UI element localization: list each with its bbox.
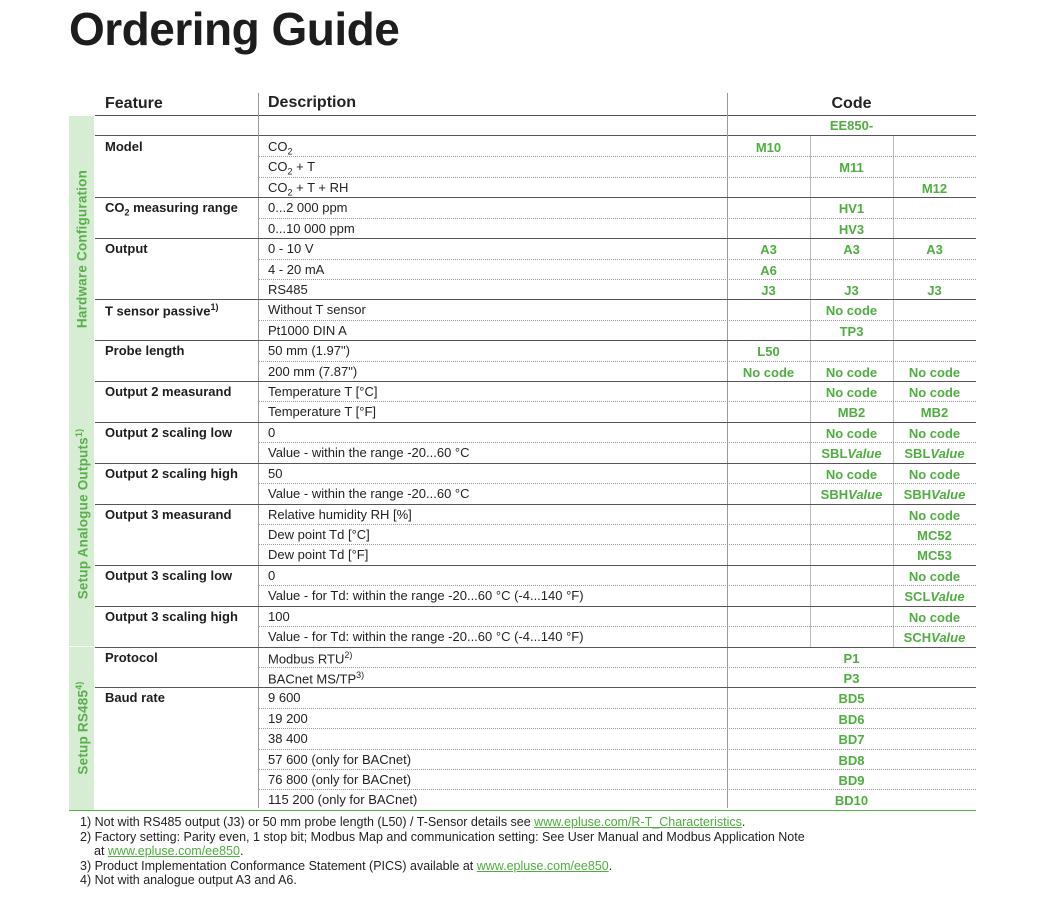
row-divider xyxy=(258,524,976,525)
option-description-text: 0...10 000 ppm xyxy=(268,220,355,236)
order-code-text: No code xyxy=(825,364,878,380)
option-description-text: CO xyxy=(268,159,288,175)
order-code-text: BD5 xyxy=(838,691,865,707)
order-code-variable: Value xyxy=(930,589,965,605)
option-description-text: 200 mm (7.87") xyxy=(268,363,358,379)
footnote-line xyxy=(80,844,1030,859)
section-label-text: Setup Analogue Outputs xyxy=(75,436,91,600)
option-description-text: Relative humidity RH [%] xyxy=(268,506,412,522)
option-description-text: Value - for Td: within the range -20...60 °C (-4...140 °F) xyxy=(268,588,584,604)
feature-label-text: Output 2 measurand xyxy=(105,384,232,400)
row-divider xyxy=(258,585,976,586)
order-code xyxy=(893,528,976,543)
feature-label-text: CO xyxy=(105,200,125,216)
order-code xyxy=(810,324,893,339)
feature-label-text: Probe length xyxy=(105,343,185,359)
order-code xyxy=(893,630,976,645)
order-code-variable: Value xyxy=(931,487,966,503)
description-tail: + T xyxy=(292,159,316,175)
option-description-text: 0 - 10 V xyxy=(268,241,314,257)
code-prefix-text: EE850- xyxy=(829,118,874,133)
order-code-text: SCH xyxy=(903,630,932,646)
order-code-text: SBL xyxy=(904,446,931,462)
row-divider xyxy=(258,667,976,668)
feature-label xyxy=(105,568,232,583)
order-code-text: BD8 xyxy=(838,752,865,768)
row-divider xyxy=(258,279,976,280)
option-description xyxy=(268,180,348,198)
order-code xyxy=(810,365,893,380)
order-code xyxy=(893,283,976,298)
option-description xyxy=(268,547,368,562)
description-tail: + T + RH xyxy=(292,179,349,195)
order-code-text: No code xyxy=(825,466,878,482)
order-code-text: BD6 xyxy=(838,711,865,727)
order-code-text: M10 xyxy=(755,140,782,155)
option-description-text: 38 400 xyxy=(268,731,308,747)
group-divider xyxy=(95,422,976,423)
option-description-text: Without T sensor xyxy=(268,302,366,318)
order-code-text: SBH xyxy=(820,487,849,503)
order-code-text: A3 xyxy=(843,242,860,258)
option-description-text: 0...2 000 ppm xyxy=(268,200,348,216)
option-description-text: 0 xyxy=(268,424,276,440)
order-code-text: HV3 xyxy=(838,221,865,237)
option-description xyxy=(268,364,357,379)
feature-label-text: Model xyxy=(105,139,143,154)
code-prefix xyxy=(727,118,976,133)
order-code-text: HV1 xyxy=(838,201,865,217)
group-divider xyxy=(95,565,976,566)
footnote-link[interactable]: www.epluse.com/ee850 xyxy=(476,858,609,873)
feature-label xyxy=(105,241,148,256)
order-code-text: MC52 xyxy=(917,527,952,543)
option-description xyxy=(268,323,347,338)
order-code xyxy=(893,446,976,461)
footnote-line xyxy=(80,873,1030,888)
option-description xyxy=(268,507,412,522)
option-description-text: Temperature T [°C] xyxy=(268,384,378,400)
footnote-text: 2) Factory setting: Parity even, 1 stop bit; Modbus Map and communication setting: See User Manual and Modbus Application Note xyxy=(80,829,805,844)
feature-label xyxy=(105,507,231,522)
option-description xyxy=(268,731,308,746)
option-description-text: Pt1000 DIN A xyxy=(268,322,347,338)
option-description xyxy=(268,486,470,501)
footnote-line xyxy=(80,830,1030,845)
order-code xyxy=(727,283,810,298)
order-code-text: No code xyxy=(825,385,878,401)
group-divider xyxy=(95,687,976,688)
group-divider xyxy=(95,504,976,505)
order-code xyxy=(727,201,976,216)
order-code-text: MB2 xyxy=(837,405,866,421)
feature-label xyxy=(105,466,238,481)
group-divider xyxy=(95,197,976,198)
order-code-text: J3 xyxy=(844,282,859,298)
order-code xyxy=(893,181,976,196)
order-code-variable: Value xyxy=(930,446,965,462)
option-description-text: Dew point Td [°F] xyxy=(268,547,369,563)
order-code xyxy=(810,385,893,400)
row-divider xyxy=(258,789,976,790)
order-code-text: No code xyxy=(908,568,961,584)
option-description xyxy=(268,384,377,399)
section-footnote-ref: 1) xyxy=(73,428,84,437)
order-code xyxy=(727,365,810,380)
row-divider xyxy=(258,320,976,321)
feature-footnote-ref: 1) xyxy=(210,302,219,313)
option-description xyxy=(268,262,324,277)
option-description xyxy=(268,282,308,297)
feature-label xyxy=(105,343,184,358)
option-description-text: 100 xyxy=(268,608,290,624)
footnote-text: 1) Not with RS485 output (J3) or 50 mm probe length (L50) / T-Sensor details see xyxy=(80,815,535,829)
feature-label-text: Output 3 measurand xyxy=(105,506,232,522)
option-description xyxy=(268,772,411,787)
option-description-text: Value - within the range -20...60 °C xyxy=(268,486,470,502)
table-bottom-rule xyxy=(69,810,976,811)
feature-label xyxy=(105,302,219,318)
order-code xyxy=(893,508,976,523)
option-description-text: RS485 xyxy=(268,281,308,297)
order-code-text: SBL xyxy=(821,446,848,462)
feature-label-tail: measuring range xyxy=(129,200,238,216)
option-description xyxy=(268,139,293,157)
feature-label xyxy=(105,650,158,665)
order-code-text: SBH xyxy=(903,487,932,503)
order-code-text: J3 xyxy=(927,282,942,298)
option-description xyxy=(268,241,314,256)
order-code xyxy=(727,712,976,727)
order-code-text: P3 xyxy=(843,670,860,686)
order-code-text: M12 xyxy=(921,180,948,196)
row-divider xyxy=(258,442,976,443)
feature-label-text: Output 3 scaling low xyxy=(105,567,233,583)
option-description-text: 115 200 (only for BACnet) xyxy=(268,792,418,808)
order-code-text: No code xyxy=(908,466,961,482)
order-code-variable: Value xyxy=(848,487,883,503)
option-description-text: 76 800 (only for BACnet) xyxy=(268,772,412,788)
order-code-text: SCL xyxy=(904,589,931,605)
prefix-rule xyxy=(95,135,976,136)
option-description-text: 9 600 xyxy=(268,690,301,706)
feature-label xyxy=(105,139,143,154)
description-subscript: 2 xyxy=(287,146,293,157)
order-code xyxy=(810,467,893,482)
order-code-text: No code xyxy=(825,425,878,441)
feature-subscript: 2 xyxy=(124,207,130,218)
column-divider xyxy=(258,93,259,808)
option-description-text: Dew point Td [°C] xyxy=(268,526,370,542)
feature-label xyxy=(105,690,165,705)
section-footnote-ref: 4) xyxy=(73,681,84,691)
feature-label xyxy=(105,425,232,440)
order-code xyxy=(810,303,893,318)
order-code-text: No code xyxy=(908,385,961,401)
order-code xyxy=(727,691,976,706)
option-description-text: 50 mm (1.97") xyxy=(268,343,350,359)
option-description xyxy=(268,588,584,603)
section-label-text: Hardware Configuration xyxy=(74,169,90,328)
option-description-text: 19 200 xyxy=(268,710,308,726)
row-divider xyxy=(258,401,976,402)
order-code xyxy=(893,365,976,380)
option-description xyxy=(268,568,275,583)
order-code-variable: Value xyxy=(931,630,966,646)
order-code xyxy=(727,263,810,278)
option-description xyxy=(268,711,308,726)
option-description-text: 4 - 20 mA xyxy=(268,261,325,277)
order-code xyxy=(893,426,976,441)
option-description xyxy=(268,527,370,542)
footnote-text: at xyxy=(94,844,108,859)
footnote-text: 4) Not with analogue output A3 and A6. xyxy=(80,873,297,888)
footnote-link[interactable]: www.epluse.com/ee850 xyxy=(107,844,240,859)
row-divider xyxy=(258,218,976,219)
order-code-text: No code xyxy=(908,507,961,523)
order-code-text: No code xyxy=(825,303,878,319)
order-code-text: M11 xyxy=(839,160,864,176)
order-code xyxy=(727,242,810,257)
order-code xyxy=(727,773,976,788)
order-code xyxy=(810,426,893,441)
order-code xyxy=(727,140,810,155)
group-divider xyxy=(95,463,976,464)
option-description-text: CO xyxy=(268,179,288,195)
section-label xyxy=(74,428,91,599)
order-code xyxy=(810,242,893,257)
feature-label xyxy=(105,384,231,399)
order-code-text: P1 xyxy=(843,650,860,666)
row-divider xyxy=(258,769,976,770)
order-code xyxy=(727,753,976,768)
order-code-text: No code xyxy=(908,609,961,625)
section-label xyxy=(74,682,91,775)
description-footnote-ref: 3) xyxy=(356,669,365,680)
option-description xyxy=(268,159,315,177)
footnote-text: 3) Product Implementation Conformance Statement (PICS) available at xyxy=(80,858,477,873)
option-description xyxy=(268,609,290,624)
footnotes xyxy=(80,815,1030,888)
order-code-text: L50 xyxy=(757,344,780,360)
group-divider xyxy=(95,238,976,239)
header-rule xyxy=(95,115,976,116)
order-code xyxy=(810,446,893,461)
column-header-description: Description xyxy=(268,94,357,111)
order-code-text: MB2 xyxy=(920,405,949,421)
order-code-text: No code xyxy=(908,425,961,441)
row-divider xyxy=(258,361,976,362)
option-description-text: 57 600 (only for BACnet) xyxy=(268,751,412,767)
order-code-variable: Value xyxy=(847,446,882,462)
order-code xyxy=(727,651,976,666)
order-code xyxy=(810,405,893,420)
option-description-text: Modbus RTU xyxy=(268,650,345,666)
feature-label xyxy=(105,609,238,624)
row-divider xyxy=(258,626,976,627)
page-title: Ordering Guide xyxy=(69,3,400,55)
order-code-text: A6 xyxy=(760,262,777,278)
order-code xyxy=(893,589,976,604)
row-divider xyxy=(258,177,976,178)
row-divider xyxy=(258,749,976,750)
option-description xyxy=(268,221,355,236)
description-footnote-ref: 2) xyxy=(344,649,353,660)
option-description xyxy=(268,425,275,440)
option-description-text: BACnet MS/TP xyxy=(268,671,357,687)
option-description xyxy=(268,404,376,419)
order-code xyxy=(893,548,976,563)
feature-label-text: Output xyxy=(105,241,148,257)
feature-label-text: Output 2 scaling low xyxy=(105,424,233,440)
group-divider xyxy=(95,606,976,607)
order-code xyxy=(810,487,893,502)
feature-label-text: Protocol xyxy=(105,649,158,665)
feature-label-text: T sensor passive xyxy=(105,303,211,319)
row-divider xyxy=(258,544,976,545)
option-description xyxy=(268,200,348,215)
group-divider xyxy=(95,299,976,300)
footnote-text-end: . xyxy=(239,844,244,859)
order-code-text: A3 xyxy=(760,242,777,258)
option-description xyxy=(268,792,417,807)
row-divider xyxy=(258,708,976,709)
option-description xyxy=(268,466,282,481)
column-header-feature: Feature xyxy=(105,95,163,112)
feature-label-text: Output 2 scaling high xyxy=(105,465,238,481)
row-divider xyxy=(258,728,976,729)
section-label xyxy=(75,169,90,327)
option-description xyxy=(268,752,411,767)
order-code xyxy=(893,405,976,420)
option-description xyxy=(268,670,364,686)
group-divider xyxy=(95,340,976,341)
group-divider xyxy=(95,647,976,648)
option-description xyxy=(268,629,584,644)
order-code xyxy=(893,467,976,482)
option-description-text: 0 xyxy=(268,567,276,583)
order-code xyxy=(727,793,976,808)
option-description-text: CO xyxy=(268,139,288,154)
section-label-text: Setup RS485 xyxy=(75,690,91,775)
order-code-text: BD7 xyxy=(838,732,865,748)
order-code-text: BD9 xyxy=(838,773,865,789)
option-description-text: 50 xyxy=(268,465,283,481)
footnote-line xyxy=(80,815,1030,830)
column-header-code: Code xyxy=(831,95,872,112)
footnote-line xyxy=(80,859,1030,874)
order-code-text: No code xyxy=(908,364,961,380)
order-code xyxy=(727,222,976,237)
order-code-text: A3 xyxy=(926,242,943,258)
order-code xyxy=(810,283,893,298)
order-code xyxy=(727,344,810,359)
order-code xyxy=(893,242,976,257)
option-description xyxy=(268,343,350,358)
description-subscript: 2 xyxy=(287,167,293,177)
order-code-text: J3 xyxy=(761,282,776,298)
footnote-text-end: . xyxy=(608,858,613,873)
feature-label xyxy=(105,200,238,218)
order-code xyxy=(810,160,893,175)
row-divider xyxy=(258,483,976,484)
option-description-text: Value - for Td: within the range -20...60 °C (-4...140 °F) xyxy=(268,629,584,645)
order-code-text: MC53 xyxy=(917,548,952,564)
option-description-text: Value - within the range -20...60 °C xyxy=(268,445,470,461)
option-description xyxy=(268,690,301,705)
row-divider xyxy=(258,259,976,260)
option-description xyxy=(268,302,366,317)
order-code xyxy=(893,610,976,625)
order-code xyxy=(727,732,976,747)
option-description xyxy=(268,445,470,460)
row-divider xyxy=(258,156,976,157)
option-description xyxy=(268,650,352,666)
order-code-text: TP3 xyxy=(839,323,864,339)
option-description-text: Temperature T [°F] xyxy=(268,404,377,420)
feature-label-text: Baud rate xyxy=(105,690,165,706)
footnote-text-end: . xyxy=(741,815,746,829)
order-code xyxy=(727,671,976,686)
group-divider xyxy=(95,381,976,382)
order-code xyxy=(893,385,976,400)
footnote-link[interactable]: www.epluse.com/R-T_Characteristics xyxy=(534,815,742,829)
order-code-text: No code xyxy=(742,364,795,380)
description-subscript: 2 xyxy=(287,187,293,198)
feature-label-text: Output 3 scaling high xyxy=(105,608,238,624)
order-code xyxy=(893,487,976,502)
order-code xyxy=(893,569,976,584)
order-code-text: BD10 xyxy=(834,793,869,809)
